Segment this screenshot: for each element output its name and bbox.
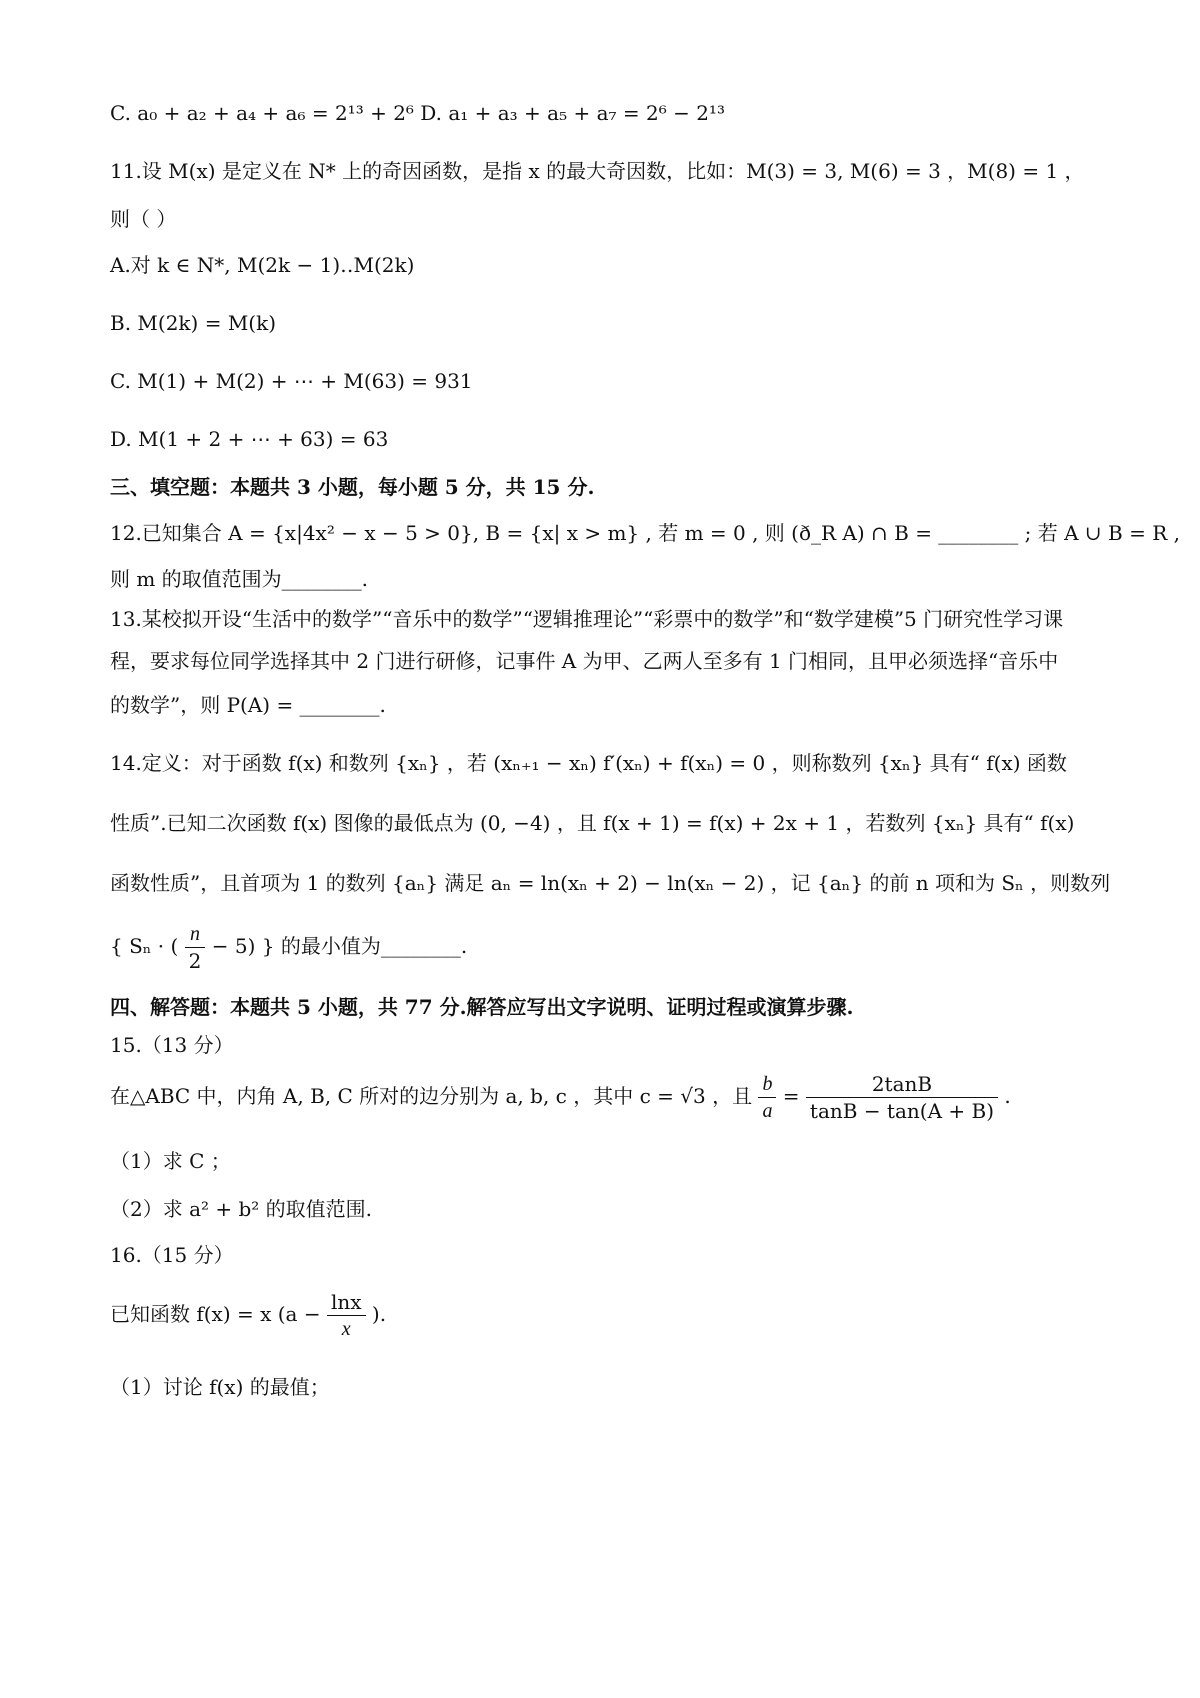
question-14-line-3: 函数性质”，且首项为 1 的数列 {aₙ} 满足 aₙ = ln(xₙ + 2) − ln(xₙ − 2) ，记 {aₙ} 的前 n 项和为 Sₙ ，则数列 [110,871,1111,895]
question-14-line-1: 14.定义：对于函数 f(x) 和数列 {xₙ} ，若 (xₙ₊₁ − xₙ) f′(xₙ) + f(xₙ) = 0 ，则称数列 {xₙ} 具有“ f(x) 函数 [110,751,1067,775]
question-11-option-b: B. M(2k) = M(k) [110,311,277,335]
options-c-d: C. a₀ + a₂ + a₄ + a₆ = 2¹³ + 2⁶ D. a₁ + a₃ + a₅ + a₇ = 2⁶ − 2¹³ [110,101,725,125]
question-16-stem [110,1284,1110,1344]
question-13-line-2: 程，要求每位同学选择其中 2 门进行研修，记事件 A 为甲、乙两人至多有 1 门相同，且甲必须选择“音乐中 [110,649,1059,673]
question-14-line-4 [110,916,1110,976]
question-15-heading: 15.（13 分） [110,1033,234,1057]
q14-expr-end: − 5) } 的最小值为________. [211,934,468,958]
q15-stem-text: 在△ABC 中，内角 A, B, C 所对的边分别为 a, b, c ，其中 c = √3 ，且 [110,1084,753,1108]
q16-stem-text: 已知函数 f(x) = x (a − [110,1302,321,1326]
q16-fraction [327,1289,366,1342]
question-15-part-1: （1）求 C ； [110,1149,231,1173]
q15-fraction-1-numerator: b [758,1071,776,1098]
question-16-part-1: （1）讨论 f(x) 的最值； [110,1375,330,1399]
q16-stem-end: ). [371,1302,387,1326]
question-11-then: 则（ ） [110,207,177,231]
question-16-heading: 16.（15 分） [110,1243,234,1267]
question-13-line-1: 13.某校拟开设“生活中的数学”“音乐中的数学”“逻辑推理论”“彩票中的数学”和“数学建模”5 门研究性学习课 [110,607,1064,631]
question-15-part-2: （2）求 a² + b² 的取值范围. [110,1197,373,1221]
question-11-option-d: D. M(1 + 2 + ⋯ + 63) = 63 [110,427,389,451]
section-3-heading: 三、填空题：本题共 3 小题，每小题 5 分，共 15 分. [110,475,595,499]
question-11-stem: 11.设 M(x) 是定义在 N* 上的奇因函数，是指 x 的最大奇因数，比如：M(3) = 3, M(6) = 3 ，M(8) = 1 ， [110,159,1085,183]
q16-fraction-numerator: lnx [327,1289,366,1316]
q16-fraction-denominator: x [341,1318,351,1340]
q14-expr-start: { Sₙ · ( [110,934,179,958]
question-11-option-c: C. M(1) + M(2) + ⋯ + M(63) = 931 [110,369,473,393]
q15-fraction-2-numerator: 2tanB [806,1071,998,1098]
question-11-option-a: A.对 k ∈ N*, M(2k − 1)‥M(2k) [110,253,415,277]
q15-fraction-tan [806,1071,998,1124]
question-14-line-2: 性质”.已知二次函数 f(x) 图像的最低点为 (0, −4) ，且 f(x + 1) = f(x) + 2x + 1 ，若数列 {xₙ} 具有“ f(x) [110,811,1075,835]
q15-fraction-1-denominator: a [762,1100,773,1122]
question-12-line-1: 12.已知集合 A = {x|4x² − x − 5 > 0}, B = {x| x > m} , 若 m = 0 , 则 (ð_R A) ∩ B = ________ ; 若 A ∪ B = R , [110,521,1180,545]
question-13-line-3: 的数学”，则 P(A) = ________. [110,693,386,717]
q15-fraction-b-over-a [758,1071,776,1124]
q14-fraction-denominator: 2 [188,949,202,973]
question-15-stem [110,1066,1110,1126]
q14-fraction [185,921,206,974]
question-12-line-2: 则 m 的取值范围为________. [110,567,369,591]
q14-fraction-numerator: n [185,921,206,948]
q15-period: . [1004,1084,1011,1108]
q15-equals: = [782,1084,800,1108]
section-4-heading: 四、解答题：本题共 5 小题，共 77 分.解答应写出文字说明、证明过程或演算步骤. [110,995,854,1019]
q15-fraction-2-denominator: tanB − tan(A + B) [809,1099,994,1123]
